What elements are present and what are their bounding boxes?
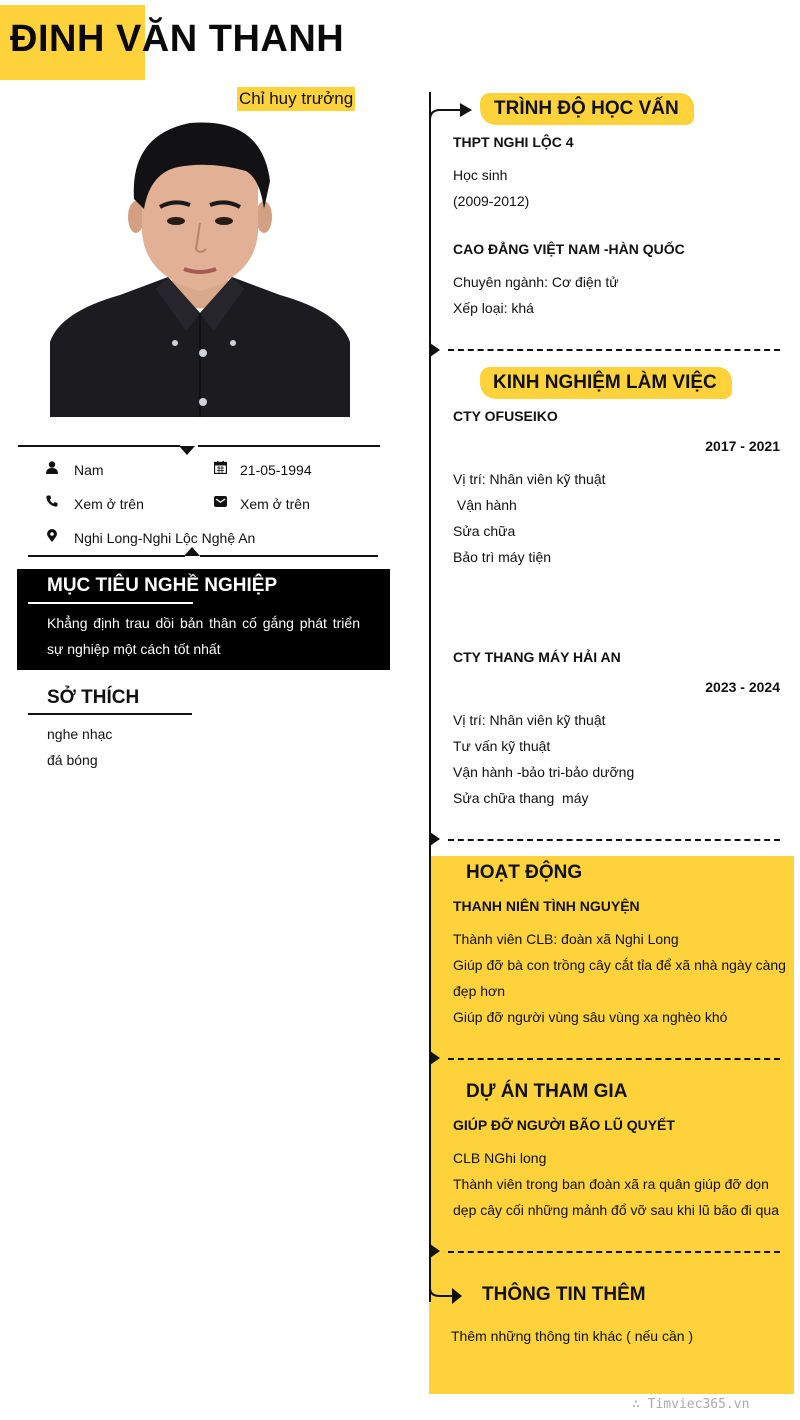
experience-period: 2017 - 2021 <box>705 438 780 454</box>
timeline-marker <box>430 1051 440 1065</box>
job-title: Chỉ huy trưởng <box>237 87 355 111</box>
experience-title: KINH NGHIỆM LÀM VIỆC <box>493 372 717 393</box>
info-divider-arrow-down <box>179 446 195 455</box>
address-value: Nghi Long-Nghi Lộc Nghệ An <box>74 530 256 546</box>
experience-line: Sửa chữa <box>453 523 516 539</box>
timeline-marker <box>430 1244 440 1258</box>
education-school: THPT NGHI LỘC 4 <box>453 134 574 150</box>
projects-title: DỰ ÁN THAM GIA <box>466 1081 628 1102</box>
education-arrow-icon <box>428 98 472 122</box>
objective-underline <box>28 602 193 604</box>
birthday-value: 21-05-1994 <box>240 462 312 478</box>
user-icon <box>44 461 60 477</box>
section-divider <box>448 1058 780 1060</box>
section-divider <box>448 349 780 351</box>
section-divider <box>448 1251 780 1253</box>
hobby-item: đá bóng <box>47 752 98 768</box>
more-info-title: THÔNG TIN THÊM <box>482 1284 646 1305</box>
project-name: GIÚP ĐỠ NGƯỜI BÃO LŨ QUYẾT <box>453 1117 675 1133</box>
experience-company: CTY THANG MÁY HẢI AN <box>453 649 621 665</box>
email-value: Xem ở trên <box>240 496 310 512</box>
education-line: Học sinh <box>453 167 508 183</box>
phone-value: Xem ở trên <box>74 496 144 512</box>
experience-company: CTY OFUSEIKO <box>453 408 558 424</box>
more-info-text: Thêm những thông tin khác ( nếu cần ) <box>451 1328 694 1344</box>
experience-line: Tư vấn kỹ thuật <box>453 738 551 754</box>
experience-line: Vận hành <box>453 497 517 513</box>
education-title: TRÌNH ĐỘ HỌC VẤN <box>494 98 679 119</box>
calendar-icon <box>212 461 228 477</box>
info-divider-top-left <box>18 445 180 447</box>
info-divider-arrow-up <box>184 547 200 556</box>
hobbies-title: SỞ THÍCH <box>47 687 140 708</box>
envelope-icon <box>212 495 228 510</box>
activities-line: Giúp đỡ bà con trồng cây cắt tỉa để xã nhà ngày càng <box>453 957 786 973</box>
experience-line: Bảo trì máy tiện <box>453 549 552 565</box>
section-divider <box>448 839 780 841</box>
activities-line: Giúp đỡ người vùng sâu vùng xa nghèo khó <box>453 1009 728 1025</box>
gender-value: Nam <box>74 462 104 478</box>
activities-title: HOẠT ĐỘNG <box>466 862 583 883</box>
info-divider-bottom-left <box>28 555 185 557</box>
experience-line: Sửa chữa thang máy <box>453 790 589 806</box>
map-marker-icon <box>44 529 60 545</box>
info-divider-bottom-right <box>200 555 378 557</box>
watermark: ∴ Timviec365.vn <box>632 1397 750 1412</box>
activities-line: Thành viên CLB: đoàn xã Nghi Long <box>453 931 679 947</box>
project-line: CLB NGhi long <box>453 1150 547 1166</box>
education-line: (2009-2012) <box>453 193 530 209</box>
profile-photo <box>50 117 350 417</box>
more-info-arrow-icon <box>428 1270 462 1310</box>
education-line: Xếp loại: khá <box>453 300 534 316</box>
activities-org: THANH NIÊN TÌNH NGUYỆN <box>453 898 640 914</box>
objective-title: MỤC TIÊU NGHỀ NGHIỆP <box>47 575 278 596</box>
activities-line: đẹp hơn <box>453 983 506 999</box>
education-school: CAO ĐẲNG VIỆT NAM -HÀN QUỐC <box>453 241 685 257</box>
project-line: Thành viên trong ban đoàn xã ra quân giúp đỡ dọn <box>453 1176 769 1192</box>
hobbies-underline <box>28 713 192 715</box>
hobby-item: nghe nhạc <box>47 726 113 742</box>
experience-period: 2023 - 2024 <box>705 679 780 695</box>
objective-text: Khẳng định trau dồi bản thân cố gắng phát triển sự nghiệp một cách tốt nhất <box>47 615 360 657</box>
timeline-line <box>429 92 431 1302</box>
info-divider-top-right <box>198 445 380 447</box>
timeline-marker <box>430 832 440 846</box>
experience-line: Vị trí: Nhân viên kỹ thuật <box>453 471 606 487</box>
timeline-marker <box>430 343 440 357</box>
candidate-name: ĐINH VĂN THANH <box>10 18 345 60</box>
project-line: dẹp cây cối những mảnh đổ vỡ sau khi lũ bão đi qua <box>453 1202 779 1218</box>
education-line: Chuyên ngành: Cơ điện tử <box>453 274 619 290</box>
experience-line: Vận hành -bảo tri-bảo dưỡng <box>453 764 635 780</box>
phone-icon <box>44 495 60 510</box>
experience-line: Vị trí: Nhân viên kỹ thuật <box>453 712 606 728</box>
